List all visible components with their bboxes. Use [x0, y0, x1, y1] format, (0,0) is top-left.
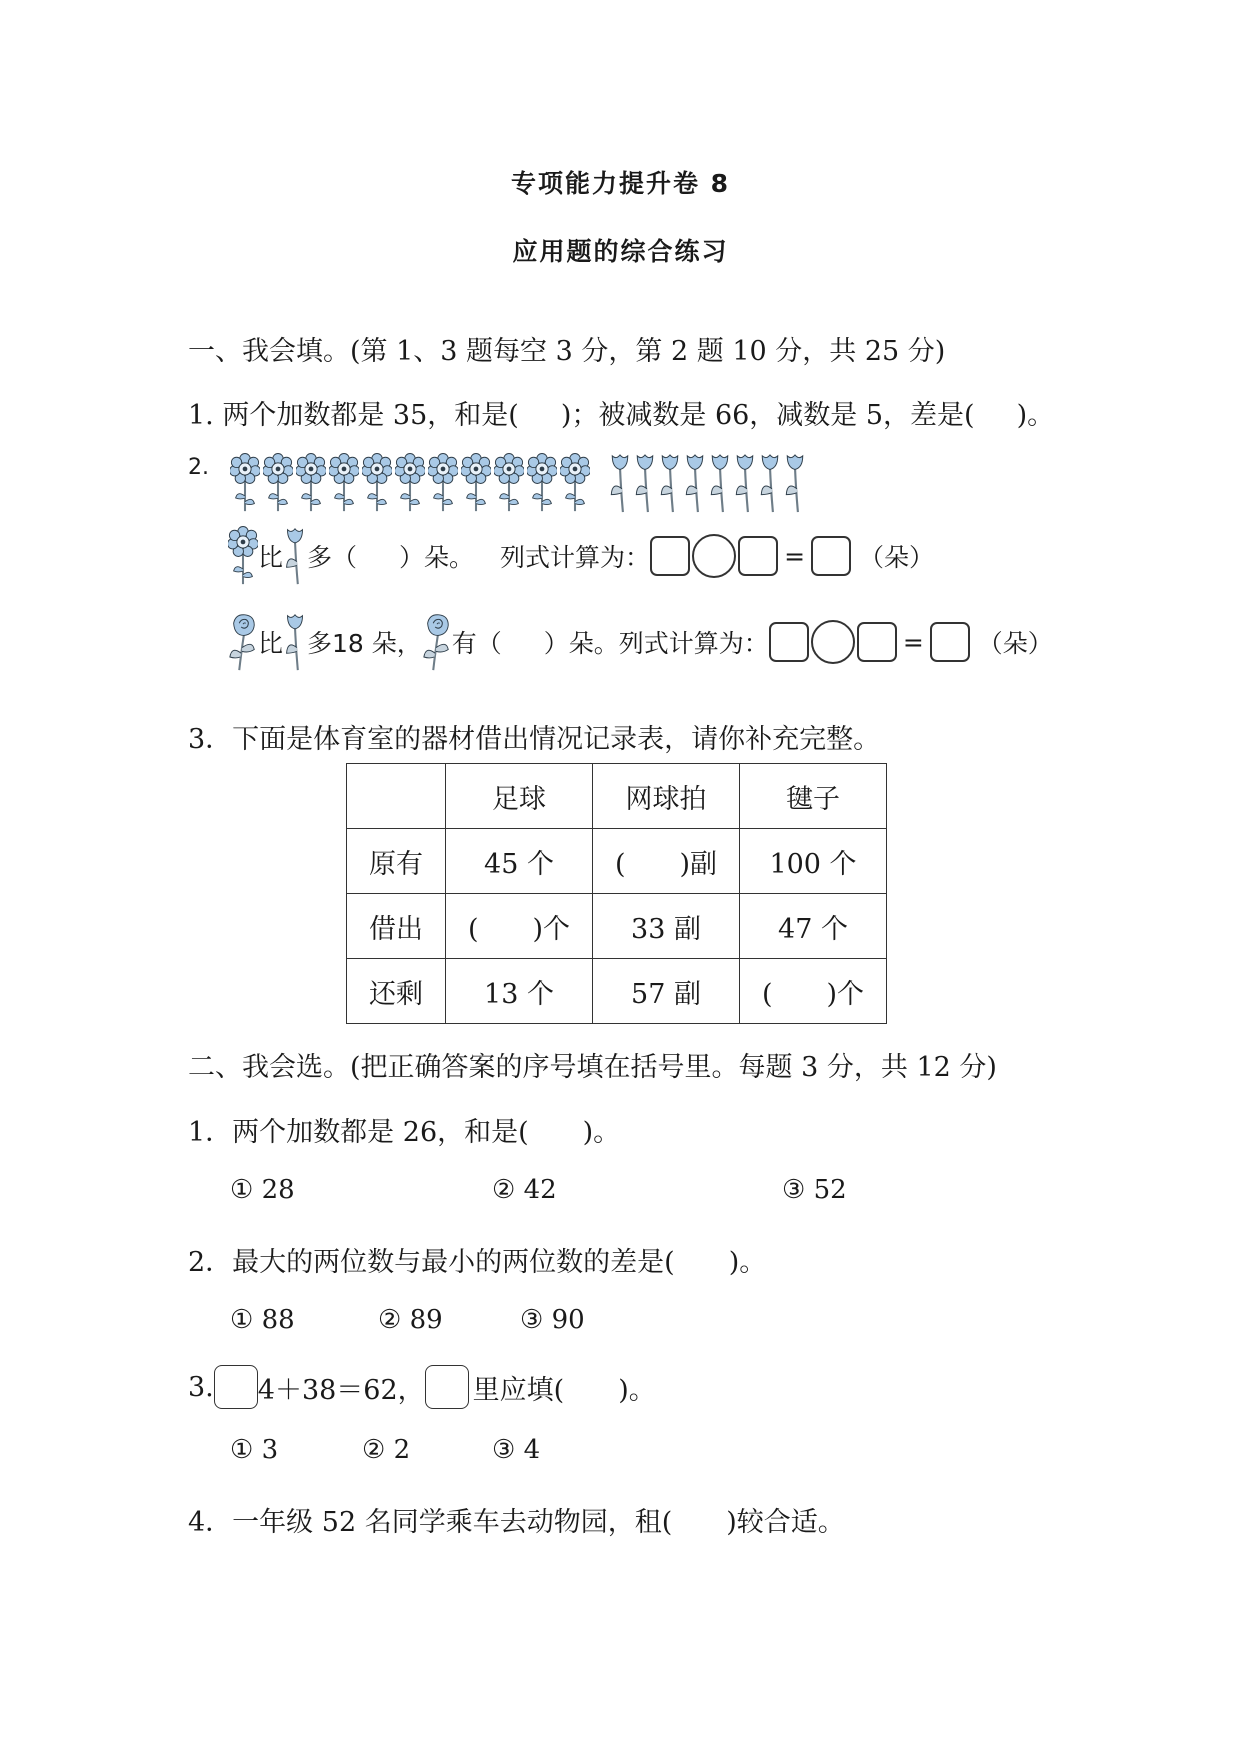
table-cell-blank[interactable]: ( )副: [593, 829, 740, 894]
blue-round-flower-icon: [428, 452, 458, 514]
s1-q3-text: 3．下面是体育室的器材借出情况记录表，请你补充完整。: [188, 724, 881, 755]
page-title: 专项能力提升卷 8: [510, 169, 731, 198]
answer-box[interactable]: [650, 536, 690, 576]
s1-q2-line2-you: 有（: [451, 629, 502, 658]
s1-q2-line2-duo: 多18 朵，: [307, 629, 422, 658]
table-row-label: 原有: [347, 829, 446, 894]
table-header-row: [347, 764, 887, 829]
table-cell-blank[interactable]: ( )个: [740, 959, 887, 1024]
blue-tulip-icon: [658, 452, 682, 514]
s1-q2-line1-close: ）朵。: [399, 543, 475, 572]
table-header-cell: [347, 764, 446, 829]
s1-q1-part-a: 1. 两个加数都是 35，和是(: [188, 400, 519, 431]
page-subtitle: 应用题的综合练习: [512, 237, 729, 266]
blue-rose-icon: [422, 612, 452, 672]
blue-tulip-icon: [733, 452, 757, 514]
answer-box[interactable]: [857, 622, 897, 662]
table-header-cell: 毽子: [740, 764, 887, 829]
table-cell: 45 个: [446, 829, 593, 894]
table-cell: 57 副: [593, 959, 740, 1024]
s2-q1-option[interactable]: ② 42: [492, 1175, 557, 1205]
s1-q1-part-c: )。: [1016, 400, 1055, 431]
s2-q4-text: 4．一年级 52 名同学乘车去动物园，租( )较合适。: [188, 1507, 845, 1538]
blue-rose-icon: [228, 612, 258, 672]
s1-q2-line2-bi: 比: [258, 629, 284, 658]
section1-heading: 一、我会填。(第 1、3 题每空 3 分，第 2 题 10 分，共 25 分): [188, 336, 946, 367]
s2-q2-option[interactable]: ① 88: [230, 1305, 295, 1335]
blue-round-flower-icon: [296, 452, 326, 514]
table-cell: 13 个: [446, 959, 593, 1024]
table-cell: 47 个: [740, 894, 887, 959]
table-row-label: 借出: [347, 894, 446, 959]
unit-label: （朵）: [859, 543, 935, 572]
s2-q3-option[interactable]: ② 2: [362, 1435, 411, 1465]
blue-round-flower-icon: [560, 452, 590, 514]
blue-round-flower-icon: [362, 452, 392, 514]
s2-q3-prefix: 3.: [188, 1371, 214, 1403]
blue-round-flower-icon: [329, 452, 359, 514]
table-row: [347, 894, 887, 959]
blue-round-flower-icon: [395, 452, 425, 514]
equipment-record-table: [346, 763, 887, 1024]
s2-q3-suffix: 里应填( )。: [472, 1374, 656, 1406]
s2-q2-option[interactable]: ③ 90: [520, 1305, 585, 1335]
s1-q2-line2: [228, 612, 1053, 672]
s2-q3-option[interactable]: ① 3: [230, 1435, 279, 1465]
table-row: [347, 829, 887, 894]
s1-q2-number: 2.: [188, 455, 209, 480]
blue-round-flower-icon: [230, 452, 260, 514]
s2-q1-option[interactable]: ① 28: [230, 1175, 295, 1205]
digit-box[interactable]: [425, 1365, 469, 1409]
answer-box[interactable]: [738, 536, 778, 576]
digit-box[interactable]: [214, 1365, 258, 1409]
blue-tulip-icon: [608, 452, 632, 514]
s1-q2-line1-bi: 比: [258, 543, 284, 572]
blue-round-flower-icon: [263, 452, 293, 514]
blue-tulip-icon: [683, 452, 707, 514]
blue-tulip-icon: [758, 452, 782, 514]
operator-circle[interactable]: [692, 534, 736, 578]
s1-q2-line1-duo: 多（: [307, 543, 358, 572]
s1-q1: [188, 393, 1054, 432]
equals-sign: =: [784, 541, 806, 571]
s2-q1-text: 1．两个加数都是 26，和是( )。: [188, 1117, 621, 1148]
s1-q1-part-b: )；被减数是 66，减数是 5，差是(: [560, 400, 975, 431]
answer-box[interactable]: [930, 622, 970, 662]
answer-box[interactable]: [769, 622, 809, 662]
equals-sign: =: [902, 627, 924, 657]
blue-tulip-icon: [633, 452, 657, 514]
blue-tulip-icon: [283, 612, 307, 672]
s1-q2-line1: [228, 526, 934, 586]
s2-q1-option[interactable]: ③ 52: [782, 1175, 847, 1205]
operator-circle[interactable]: [811, 620, 855, 664]
blue-tulip-icon: [283, 526, 307, 586]
table-header-cell: 网球拍: [593, 764, 740, 829]
round-flower-row: [230, 452, 590, 514]
table-cell: 33 副: [593, 894, 740, 959]
blue-round-flower-icon: [527, 452, 557, 514]
table-row-label: 还剩: [347, 959, 446, 1024]
tulip-row: [608, 452, 807, 514]
s2-q2-option[interactable]: ② 89: [378, 1305, 443, 1335]
s2-q3-middle: 4＋38＝62，: [257, 1374, 425, 1406]
s1-q2-line1-formula: 列式计算为：: [500, 543, 651, 572]
answer-box[interactable]: [811, 536, 851, 576]
blue-round-flower-icon: [228, 526, 258, 586]
table-cell: 100 个: [740, 829, 887, 894]
s2-q2-text: 2．最大的两位数与最小的两位数的差是( )。: [188, 1247, 767, 1278]
s1-q2-line2-close: ）朵。列式计算为：: [543, 629, 769, 658]
blue-tulip-icon: [783, 452, 807, 514]
table-cell-blank[interactable]: ( )个: [446, 894, 593, 959]
section2-heading: 二、我会选。(把正确答案的序号填在括号里。每题 3 分，共 12 分): [188, 1052, 997, 1083]
unit-label: （朵）: [977, 629, 1053, 658]
blue-round-flower-icon: [494, 452, 524, 514]
blue-round-flower-icon: [461, 452, 491, 514]
s2-q3-option[interactable]: ③ 4: [492, 1435, 541, 1465]
table-header-cell: 足球: [446, 764, 593, 829]
s2-q3-text: [188, 1365, 656, 1409]
table-row: [347, 959, 887, 1024]
blue-tulip-icon: [708, 452, 732, 514]
